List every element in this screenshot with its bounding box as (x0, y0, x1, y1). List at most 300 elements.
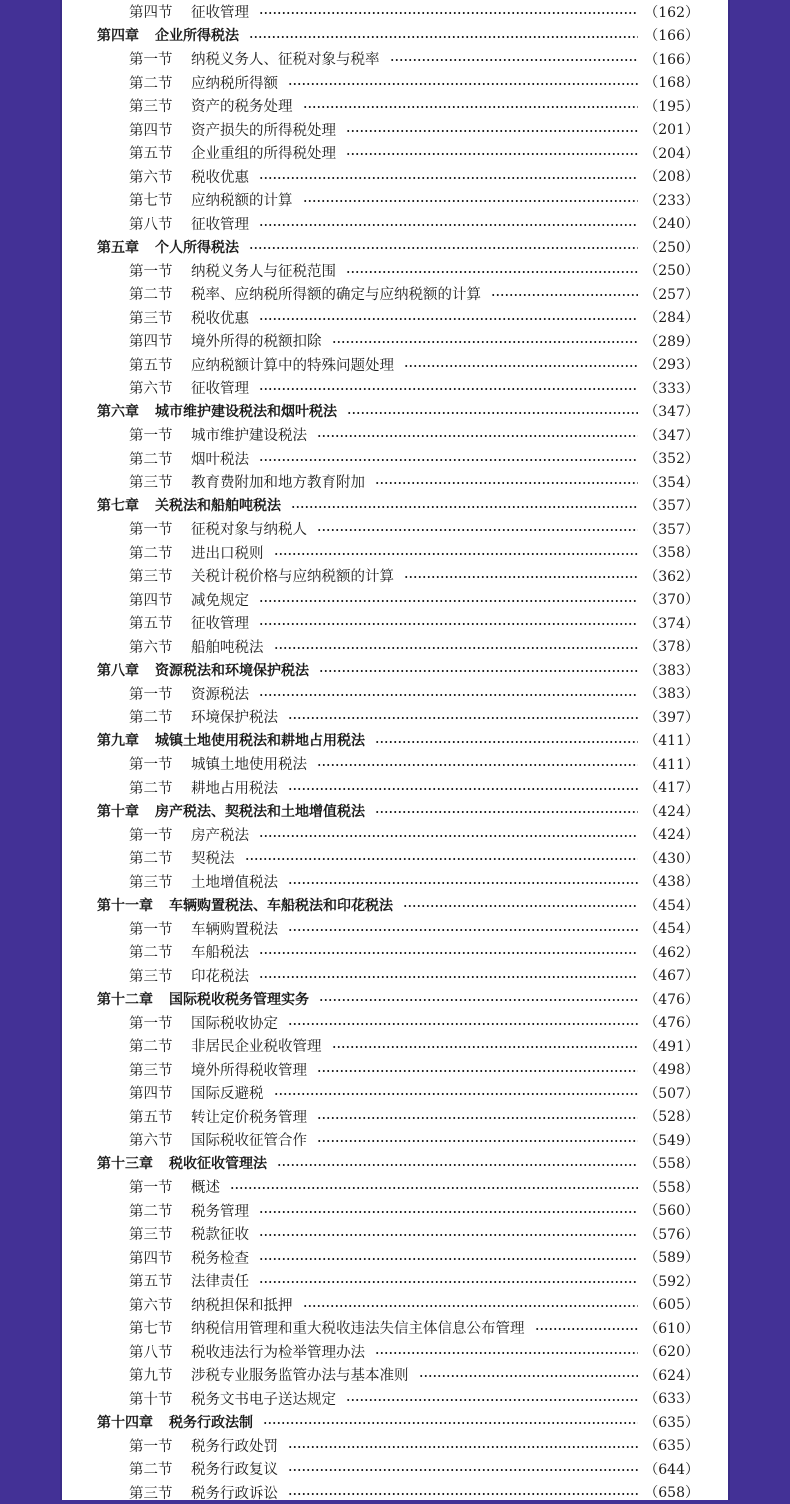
section-title: 税收违法行为检举管理办法 (191, 1341, 365, 1362)
section-number: 第二节 (129, 1200, 191, 1221)
dot-leader (346, 130, 638, 132)
dot-leader (317, 1140, 638, 1142)
toc-section-row[interactable] (97, 776, 699, 800)
dot-leader (404, 576, 638, 578)
section-number: 第三节 (129, 565, 191, 586)
toc-section-row[interactable] (97, 1199, 699, 1223)
dot-leader (249, 247, 638, 249)
page-number: （168） (644, 72, 699, 92)
chapter-number: 第十四章 (97, 1412, 153, 1432)
table-of-contents (97, 0, 699, 1504)
section-number: 第三节 (129, 1059, 191, 1080)
section-number: 第七节 (129, 189, 191, 210)
section-number: 第二节 (129, 283, 191, 304)
toc-section-row[interactable] (97, 141, 699, 165)
page-number: （166） (644, 49, 699, 69)
toc-section-row[interactable] (97, 212, 699, 236)
page-number: （424） (644, 801, 699, 821)
chapter-title: 房产税法、契税法和土地增值税法 (155, 801, 365, 821)
dot-leader (347, 412, 638, 414)
toc-section-row[interactable] (97, 282, 699, 306)
toc-section-row[interactable] (97, 1340, 699, 1364)
dot-leader (259, 224, 638, 226)
toc-section-row[interactable] (97, 1175, 699, 1199)
page-number: （476） (644, 1012, 699, 1032)
section-number: 第四节 (129, 1082, 191, 1103)
section-number: 第一节 (129, 753, 191, 774)
toc-section-row[interactable] (97, 846, 699, 870)
dot-leader (303, 106, 639, 108)
toc-section-row[interactable] (97, 705, 699, 729)
dot-leader (390, 59, 639, 61)
dot-leader (346, 1399, 638, 1401)
section-title: 征收管理 (191, 1, 249, 22)
section-number: 第十节 (129, 1388, 191, 1409)
dot-leader (274, 647, 639, 649)
section-number: 第一节 (129, 824, 191, 845)
chapter-number: 第六章 (97, 401, 139, 421)
section-title: 应纳税额的计算 (191, 189, 293, 210)
page-number: （454） (644, 918, 699, 938)
dot-leader (288, 788, 638, 790)
dot-leader (317, 435, 638, 437)
page-number: （374） (644, 613, 699, 633)
dot-leader (259, 318, 638, 320)
section-title: 法律责任 (191, 1270, 249, 1291)
page-number: （250） (644, 237, 699, 257)
toc-chapter-row[interactable] (97, 494, 699, 518)
section-number: 第四节 (129, 1, 191, 22)
chapter-title: 资源税法和环境保护税法 (155, 660, 309, 680)
section-title: 税务行政处罚 (191, 1435, 278, 1456)
section-number: 第六节 (129, 1294, 191, 1315)
section-number: 第四节 (129, 1247, 191, 1268)
section-number: 第二节 (129, 1458, 191, 1479)
page-number: （354） (644, 472, 699, 492)
chapter-number: 第八章 (97, 660, 139, 680)
section-title: 非居民企业税收管理 (191, 1035, 322, 1056)
toc-section-row[interactable] (97, 611, 699, 635)
page-number: （620） (644, 1341, 699, 1361)
section-number: 第二节 (129, 1035, 191, 1056)
page-number: （430） (644, 848, 699, 868)
toc-section-row[interactable] (97, 1011, 699, 1035)
page-number: （498） (644, 1059, 699, 1079)
section-number: 第一节 (129, 424, 191, 445)
dot-leader (259, 1281, 638, 1283)
section-title: 关税计税价格与应纳税额的计算 (191, 565, 394, 586)
section-title: 境外所得税收管理 (191, 1059, 307, 1080)
dot-leader (259, 12, 638, 14)
chapter-title: 国际税收税务管理实务 (169, 989, 309, 1009)
page-number: （370） (644, 589, 699, 609)
dot-leader (263, 1422, 638, 1424)
section-number: 第九节 (129, 1364, 191, 1385)
page-number: （424） (644, 824, 699, 844)
section-number: 第六节 (129, 377, 191, 398)
toc-chapter-row[interactable] (97, 235, 699, 259)
page-number: （208） (644, 166, 699, 186)
section-title: 税收优惠 (191, 307, 249, 328)
section-title: 应纳税所得额 (191, 72, 278, 93)
section-title: 烟叶税法 (191, 448, 249, 469)
toc-section-row[interactable] (97, 635, 699, 659)
dot-leader (274, 553, 639, 555)
chapter-number: 第七章 (97, 495, 139, 515)
page-number: （454） (644, 895, 699, 915)
toc-section-row[interactable] (97, 752, 699, 776)
page-number: （204） (644, 143, 699, 163)
toc-section-row[interactable] (97, 94, 699, 118)
page-number: （438） (644, 871, 699, 891)
toc-section-row[interactable] (97, 517, 699, 541)
page-number: （549） (644, 1130, 699, 1150)
section-title: 车辆购置税法 (191, 918, 278, 939)
dot-leader (319, 999, 638, 1001)
chapter-number: 第十三章 (97, 1153, 153, 1173)
section-title: 税收优惠 (191, 166, 249, 187)
section-number: 第五节 (129, 354, 191, 375)
dot-leader (317, 529, 638, 531)
dot-leader (332, 1046, 639, 1048)
page-number: （507） (644, 1083, 699, 1103)
section-number: 第三节 (129, 95, 191, 116)
toc-section-row[interactable] (97, 423, 699, 447)
dot-leader (491, 294, 638, 296)
section-title: 企业重组的所得税处理 (191, 142, 336, 163)
section-title: 征收管理 (191, 213, 249, 234)
page-number: （240） (644, 213, 699, 233)
chapter-title: 城市维护建设税法和烟叶税法 (155, 401, 337, 421)
page-number: （397） (644, 707, 699, 727)
page-number: （467） (644, 965, 699, 985)
dot-leader (259, 694, 638, 696)
page-number: （560） (644, 1200, 699, 1220)
section-title: 耕地占用税法 (191, 777, 278, 798)
page-number: （644） (644, 1459, 699, 1479)
toc-chapter-row[interactable] (97, 729, 699, 753)
section-title: 纳税义务人、征税对象与税率 (191, 48, 380, 69)
page-number: （284） (644, 307, 699, 327)
chapter-number: 第五章 (97, 237, 139, 257)
page-number: （558） (644, 1153, 699, 1173)
section-number: 第一节 (129, 1176, 191, 1197)
toc-chapter-row[interactable] (97, 24, 699, 48)
section-number: 第一节 (129, 918, 191, 939)
toc-section-row[interactable] (97, 541, 699, 565)
section-number: 第一节 (129, 1012, 191, 1033)
toc-section-row[interactable] (97, 118, 699, 142)
section-number: 第八节 (129, 213, 191, 234)
page-number: （162） (644, 2, 699, 22)
section-title: 应纳税额计算中的特殊问题处理 (191, 354, 394, 375)
toc-section-row[interactable] (97, 1387, 699, 1411)
toc-section-row[interactable] (97, 0, 699, 24)
toc-section-row[interactable] (97, 1058, 699, 1082)
dot-leader (288, 882, 638, 884)
section-title: 纳税信用管理和重大税收违法失信主体信息公布管理 (191, 1317, 525, 1338)
page-number: （333） (644, 378, 699, 398)
page-number: （411） (644, 754, 699, 774)
section-title: 房产税法 (191, 824, 249, 845)
section-title: 船舶吨税法 (191, 636, 264, 657)
dot-leader (288, 1469, 638, 1471)
section-title: 城镇土地使用税法 (191, 753, 307, 774)
section-number: 第五节 (129, 1270, 191, 1291)
section-number: 第六节 (129, 1129, 191, 1150)
section-number: 第三节 (129, 965, 191, 986)
section-title: 纳税义务人与征税范围 (191, 260, 336, 281)
section-number: 第二节 (129, 706, 191, 727)
section-number: 第四节 (129, 119, 191, 140)
page-number: （528） (644, 1106, 699, 1126)
chapter-title: 税务行政法制 (169, 1412, 253, 1432)
toc-section-row[interactable] (97, 917, 699, 941)
page-number: （462） (644, 942, 699, 962)
chapter-number: 第九章 (97, 730, 139, 750)
section-number: 第三节 (129, 1482, 191, 1503)
dot-leader (346, 271, 638, 273)
toc-section-row[interactable] (97, 1105, 699, 1129)
dot-leader (259, 952, 638, 954)
page-number: （624） (644, 1365, 699, 1385)
toc-section-row[interactable] (97, 1457, 699, 1481)
section-title: 印花税法 (191, 965, 249, 986)
section-number: 第二节 (129, 777, 191, 798)
toc-section-row[interactable] (97, 940, 699, 964)
page-number: （362） (644, 566, 699, 586)
section-number: 第二节 (129, 542, 191, 563)
section-number: 第六节 (129, 166, 191, 187)
dot-leader (249, 36, 638, 38)
page-number: （250） (644, 260, 699, 280)
section-title: 涉税专业服务监管办法与基本准则 (191, 1364, 409, 1385)
dot-leader (230, 1187, 638, 1189)
section-title: 转让定价税务管理 (191, 1106, 307, 1127)
chapter-number: 第十二章 (97, 989, 153, 1009)
dot-leader (259, 600, 638, 602)
toc-section-row[interactable] (97, 470, 699, 494)
dot-leader (259, 835, 638, 837)
section-number: 第三节 (129, 307, 191, 328)
page-number: （491） (644, 1036, 699, 1056)
toc-section-row[interactable] (97, 329, 699, 353)
section-title: 减免规定 (191, 589, 249, 610)
section-title: 纳税担保和抵押 (191, 1294, 293, 1315)
section-title: 税务行政诉讼 (191, 1482, 278, 1503)
dot-leader (317, 764, 638, 766)
section-title: 国际税收征管合作 (191, 1129, 307, 1150)
page-number: （558） (644, 1177, 699, 1197)
toc-section-row[interactable] (97, 47, 699, 71)
page-number: （357） (644, 519, 699, 539)
page-number: （293） (644, 354, 699, 374)
toc-section-row[interactable] (97, 964, 699, 988)
section-title: 国际反避税 (191, 1082, 264, 1103)
dot-leader (375, 811, 638, 813)
page-number: （605） (644, 1294, 699, 1314)
page-number: （417） (644, 777, 699, 797)
toc-section-row[interactable] (97, 1128, 699, 1152)
toc-section-row[interactable] (97, 870, 699, 894)
page-number: （411） (644, 730, 699, 750)
dot-leader (288, 1023, 638, 1025)
toc-chapter-row[interactable] (97, 1410, 699, 1434)
chapter-number: 第四章 (97, 25, 139, 45)
toc-section-row[interactable] (97, 1481, 699, 1504)
toc-section-row[interactable] (97, 564, 699, 588)
toc-chapter-row[interactable] (97, 1152, 699, 1176)
dot-leader (317, 1070, 638, 1072)
page-number: （383） (644, 683, 699, 703)
dot-leader (259, 177, 638, 179)
dot-leader (259, 1258, 638, 1260)
toc-chapter-row[interactable] (97, 893, 699, 917)
dot-leader (403, 905, 638, 907)
page-number: （358） (644, 542, 699, 562)
section-title: 税款征收 (191, 1223, 249, 1244)
page-number: （195） (644, 96, 699, 116)
toc-chapter-row[interactable] (97, 658, 699, 682)
dot-leader (259, 388, 638, 390)
section-number: 第八节 (129, 1341, 191, 1362)
toc-section-row[interactable] (97, 447, 699, 471)
section-number: 第二节 (129, 847, 191, 868)
dot-leader (259, 1211, 638, 1213)
toc-chapter-row[interactable] (97, 987, 699, 1011)
page-number: （166） (644, 25, 699, 45)
chapter-title: 企业所得税法 (155, 25, 239, 45)
section-number: 第二节 (129, 448, 191, 469)
toc-section-row[interactable] (97, 306, 699, 330)
toc-chapter-row[interactable] (97, 799, 699, 823)
chapter-title: 税收征收管理法 (169, 1153, 267, 1173)
toc-chapter-row[interactable] (97, 400, 699, 424)
section-title: 进出口税则 (191, 542, 264, 563)
toc-section-row[interactable] (97, 376, 699, 400)
dot-leader (288, 717, 638, 719)
section-number: 第五节 (129, 612, 191, 633)
dot-leader (419, 1375, 639, 1377)
page-number: （378） (644, 636, 699, 656)
section-title: 税务检查 (191, 1247, 249, 1268)
section-title: 车船税法 (191, 941, 249, 962)
toc-section-row[interactable] (97, 71, 699, 95)
toc-section-row[interactable] (97, 1034, 699, 1058)
toc-section-row[interactable] (97, 588, 699, 612)
chapter-number: 第十一章 (97, 895, 153, 915)
page-number: （635） (644, 1435, 699, 1455)
dot-leader (259, 1234, 638, 1236)
dot-leader (245, 858, 639, 860)
dot-leader (303, 1305, 639, 1307)
toc-section-row[interactable] (97, 823, 699, 847)
section-title: 征税对象与纳税人 (191, 518, 307, 539)
dot-leader (288, 83, 638, 85)
section-title: 税率、应纳税所得额的确定与应纳税额的计算 (191, 283, 481, 304)
page-number: （347） (644, 425, 699, 445)
section-number: 第二节 (129, 941, 191, 962)
section-title: 概述 (191, 1176, 220, 1197)
chapter-title: 关税法和船舶吨税法 (155, 495, 281, 515)
toc-section-row[interactable] (97, 682, 699, 706)
dot-leader (375, 741, 638, 743)
page-number: （610） (644, 1318, 699, 1338)
toc-section-row[interactable] (97, 1269, 699, 1293)
section-title: 资产的税务处理 (191, 95, 293, 116)
section-title: 土地增值税法 (191, 871, 278, 892)
toc-section-row[interactable] (97, 259, 699, 283)
dot-leader (375, 482, 638, 484)
toc-section-row[interactable] (97, 1246, 699, 1270)
section-title: 契税法 (191, 847, 235, 868)
toc-section-row[interactable] (97, 1434, 699, 1458)
section-number: 第四节 (129, 330, 191, 351)
section-title: 税务行政复议 (191, 1458, 278, 1479)
section-number: 第三节 (129, 1223, 191, 1244)
dot-leader (259, 459, 638, 461)
section-title: 城市维护建设税法 (191, 424, 307, 445)
section-title: 税务文书电子送达规定 (191, 1388, 336, 1409)
section-number: 第七节 (129, 1317, 191, 1338)
dot-leader (319, 670, 638, 672)
toc-section-row[interactable] (97, 188, 699, 212)
toc-section-row[interactable] (97, 353, 699, 377)
section-number: 第二节 (129, 72, 191, 93)
chapter-title: 城镇土地使用税法和耕地占用税法 (155, 730, 365, 750)
toc-section-row[interactable] (97, 165, 699, 189)
dot-leader (346, 153, 638, 155)
dot-leader (277, 1164, 638, 1166)
dot-leader (317, 1117, 638, 1119)
chapter-number: 第十章 (97, 801, 139, 821)
toc-section-row[interactable] (97, 1293, 699, 1317)
dot-leader (288, 929, 638, 931)
page-number: （233） (644, 190, 699, 210)
dot-leader (404, 365, 638, 367)
toc-section-row[interactable] (97, 1081, 699, 1105)
section-title: 国际税收协定 (191, 1012, 278, 1033)
dot-leader (259, 623, 638, 625)
toc-section-row[interactable] (97, 1316, 699, 1340)
toc-section-row[interactable] (97, 1363, 699, 1387)
dot-leader (535, 1328, 639, 1330)
section-number: 第一节 (129, 1435, 191, 1456)
chapter-title: 个人所得税法 (155, 237, 239, 257)
toc-section-row[interactable] (97, 1222, 699, 1246)
section-number: 第六节 (129, 636, 191, 657)
section-title: 环境保护税法 (191, 706, 278, 727)
dot-leader (332, 341, 639, 343)
section-number: 第五节 (129, 142, 191, 163)
page-number: （589） (644, 1247, 699, 1267)
section-number: 第五节 (129, 1106, 191, 1127)
page-number: （347） (644, 401, 699, 421)
section-title: 教育费附加和地方教育附加 (191, 471, 365, 492)
section-number: 第三节 (129, 871, 191, 892)
page-number: （635） (644, 1412, 699, 1432)
page-number: （257） (644, 284, 699, 304)
dot-leader (274, 1093, 639, 1095)
section-title: 征收管理 (191, 377, 249, 398)
page-number: （201） (644, 119, 699, 139)
page-number: （576） (644, 1224, 699, 1244)
page-number: （658） (644, 1482, 699, 1502)
section-title: 征收管理 (191, 612, 249, 633)
dot-leader (288, 1493, 638, 1495)
dot-leader (259, 976, 638, 978)
section-number: 第一节 (129, 518, 191, 539)
